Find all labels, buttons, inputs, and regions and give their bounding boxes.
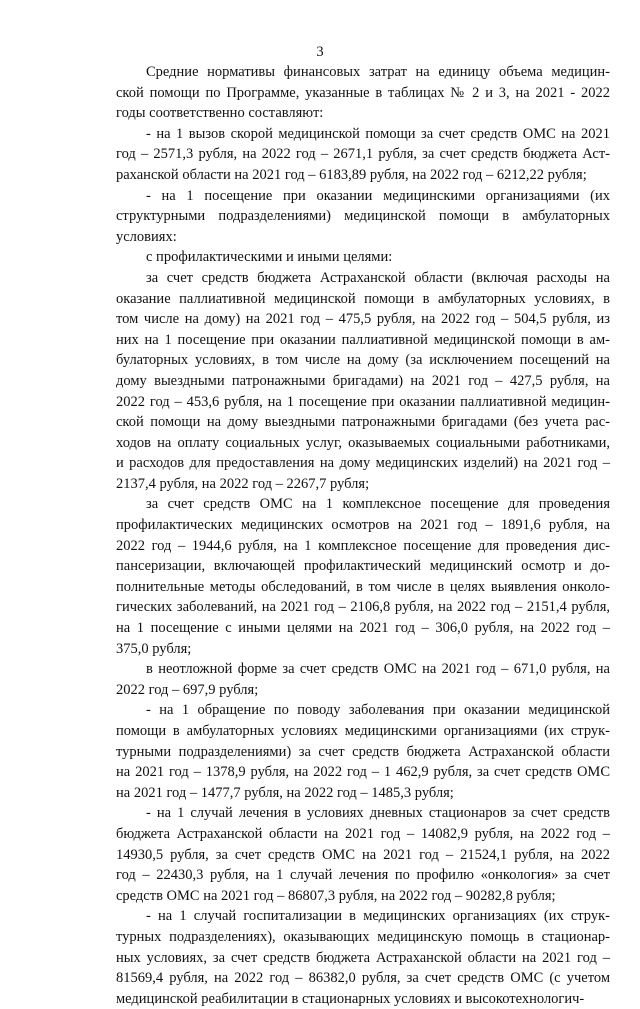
text-line: - на 1 случай лечения в условиях дневных стационаров за счет средств bbox=[146, 805, 610, 822]
text-line: ходов на оплату социальных услуг, оказываемых социальными работниками, bbox=[116, 434, 610, 451]
text-line: год – 2571,3 рубля, на 2022 год – 2671,1 рубля, за счет средств бюджета Аст- bbox=[116, 146, 610, 163]
text-line: турных подразделениях), оказывающих медицинскую помощь в стационар- bbox=[116, 928, 610, 945]
text-line: 2137,4 рубля, на 2022 год – 2267,7 рубля; bbox=[116, 475, 370, 492]
text-line: ных условиях, за счет средств бюджета Астраханской области на 2021 год – bbox=[116, 949, 610, 966]
paragraph bbox=[116, 186, 610, 248]
paragraph bbox=[116, 268, 610, 495]
paragraph bbox=[116, 906, 610, 1009]
page-number: 3 bbox=[316, 44, 324, 60]
text-line: дому выездными патронажными бригадами) на 2021 год – 427,5 рубля, на bbox=[116, 372, 610, 389]
text-line: на 2021 год – 1477,7 рубля, на 2022 год – 1485,3 рубля; bbox=[116, 784, 454, 801]
text-line: годы соответственно составляют: bbox=[116, 105, 324, 122]
text-line: оказание паллиативной медицинской помощи в амбулаторных условиях, в bbox=[116, 290, 610, 307]
text-line: 14930,5 рубля, за счет средств ОМС на 2021 год – 21524,1 рубля, на 2022 bbox=[116, 846, 610, 863]
text-line: средств ОМС на 2021 год – 86807,3 рубля, на 2022 год – 90282,8 рубля; bbox=[116, 887, 556, 904]
document-body bbox=[116, 62, 610, 1009]
paragraph bbox=[116, 803, 610, 906]
text-line: Средние нормативы финансовых затрат на единицу объема медицин- bbox=[146, 64, 610, 80]
text-line: полнительные методы обследований, в том числе в целях выявления онколо- bbox=[116, 578, 610, 595]
text-line: условиях: bbox=[116, 228, 177, 245]
text-line: ской помощи на дому выездными патронажными бригадами (без учета рас- bbox=[116, 414, 610, 431]
text-line: - на 1 вызов скорой медицинской помощи за счет средств ОМС на 2021 bbox=[146, 125, 610, 142]
text-line: на 2021 год – 1378,9 рубля, на 2022 год – 1 462,9 рубля, за счет средств ОМС bbox=[116, 764, 610, 781]
text-line: 81569,4 рубля, на 2022 год – 86382,0 рубля, за счет средств ОМС (с учетом bbox=[116, 970, 610, 987]
paragraph bbox=[116, 700, 610, 803]
text-line: медицинской реабилитации в стационарных условиях и высокотехнологич- bbox=[116, 990, 585, 1007]
text-line: - на 1 посещение при оказании медицинскими организациями (их bbox=[146, 187, 610, 204]
text-line: помощи в амбулаторных условиях медицинскими организациями (их струк- bbox=[116, 723, 610, 739]
text-line: и расходов для предоставления на дому медицинских изделий) на 2021 год – bbox=[116, 455, 610, 472]
text-line: - на 1 обращение по поводу заболевания при оказании медицинской bbox=[146, 702, 610, 719]
text-line: в неотложной форме за счет средств ОМС на 2021 год – 671,0 рубля, на bbox=[146, 661, 610, 678]
text-line: булаторных условиях, в том числе на дому (за исключением посещений на bbox=[116, 352, 610, 369]
text-line: них на 1 посещение при оказании паллиативной медицинской помощи в ам- bbox=[116, 331, 610, 348]
text-line: за счет средств ОМС на 1 комплексное посещение для проведения bbox=[146, 496, 610, 513]
paragraph bbox=[116, 124, 610, 186]
text-line: том числе на дому) на 2021 год – 475,5 рубля, на 2022 год – 504,5 рубля, из bbox=[116, 311, 610, 328]
paragraph bbox=[116, 247, 610, 268]
text-line: - на 1 случай госпитализации в медицинских организациях (их струк- bbox=[146, 908, 610, 925]
text-line: пансеризации, включающей профилактический медицинский осмотр и до- bbox=[116, 558, 610, 575]
text-line: профилактических медицинских осмотров на 2021 год – 1891,6 рубля, на bbox=[116, 517, 610, 534]
paragraph bbox=[116, 659, 610, 700]
text-line: 2022 год – 697,9 рубля; bbox=[116, 681, 259, 698]
text-line: за счет средств бюджета Астраханской области (включая расходы на bbox=[146, 269, 610, 286]
text-line: бюджета Астраханской области на 2021 год – 14082,9 рубля, на 2022 год – bbox=[116, 825, 610, 842]
text-line: гических заболеваний, на 2021 год – 2106,8 рубля, на 2022 год – 2151,4 рубля, bbox=[116, 599, 610, 616]
text-line: ской помощи по Программе, указанные в таблицах № 2 и 3, на 2021 - 2022 bbox=[116, 84, 610, 101]
text-line: 375,0 рубля; bbox=[116, 640, 192, 657]
text-line: раханской области на 2021 год – 6183,89 рубля, на 2022 год – 6212,22 рубля; bbox=[116, 166, 587, 183]
text-line: турными подразделениями) за счет средств бюджета Астраханской области bbox=[116, 743, 610, 760]
text-line: 2022 год – 1944,6 рубля, на 1 комплексное посещение для проведения дис- bbox=[116, 537, 610, 554]
paragraph bbox=[116, 494, 610, 659]
text-line: год – 22430,3 рубля, на 1 случай лечения по профилю «онкология» за счет bbox=[116, 867, 610, 884]
text-line: с профилактическими и иными целями: bbox=[146, 249, 393, 266]
paragraph bbox=[116, 62, 610, 124]
text-line: структурными подразделениями) медицинской помощи в амбулаторных bbox=[116, 208, 610, 225]
text-line: 2022 год – 453,6 рубля, на 1 посещение при оказании паллиативной медицин- bbox=[116, 393, 610, 410]
text-line: на 1 посещение с иными целями на 2021 год – 306,0 рубля, на 2022 год – bbox=[116, 620, 610, 637]
